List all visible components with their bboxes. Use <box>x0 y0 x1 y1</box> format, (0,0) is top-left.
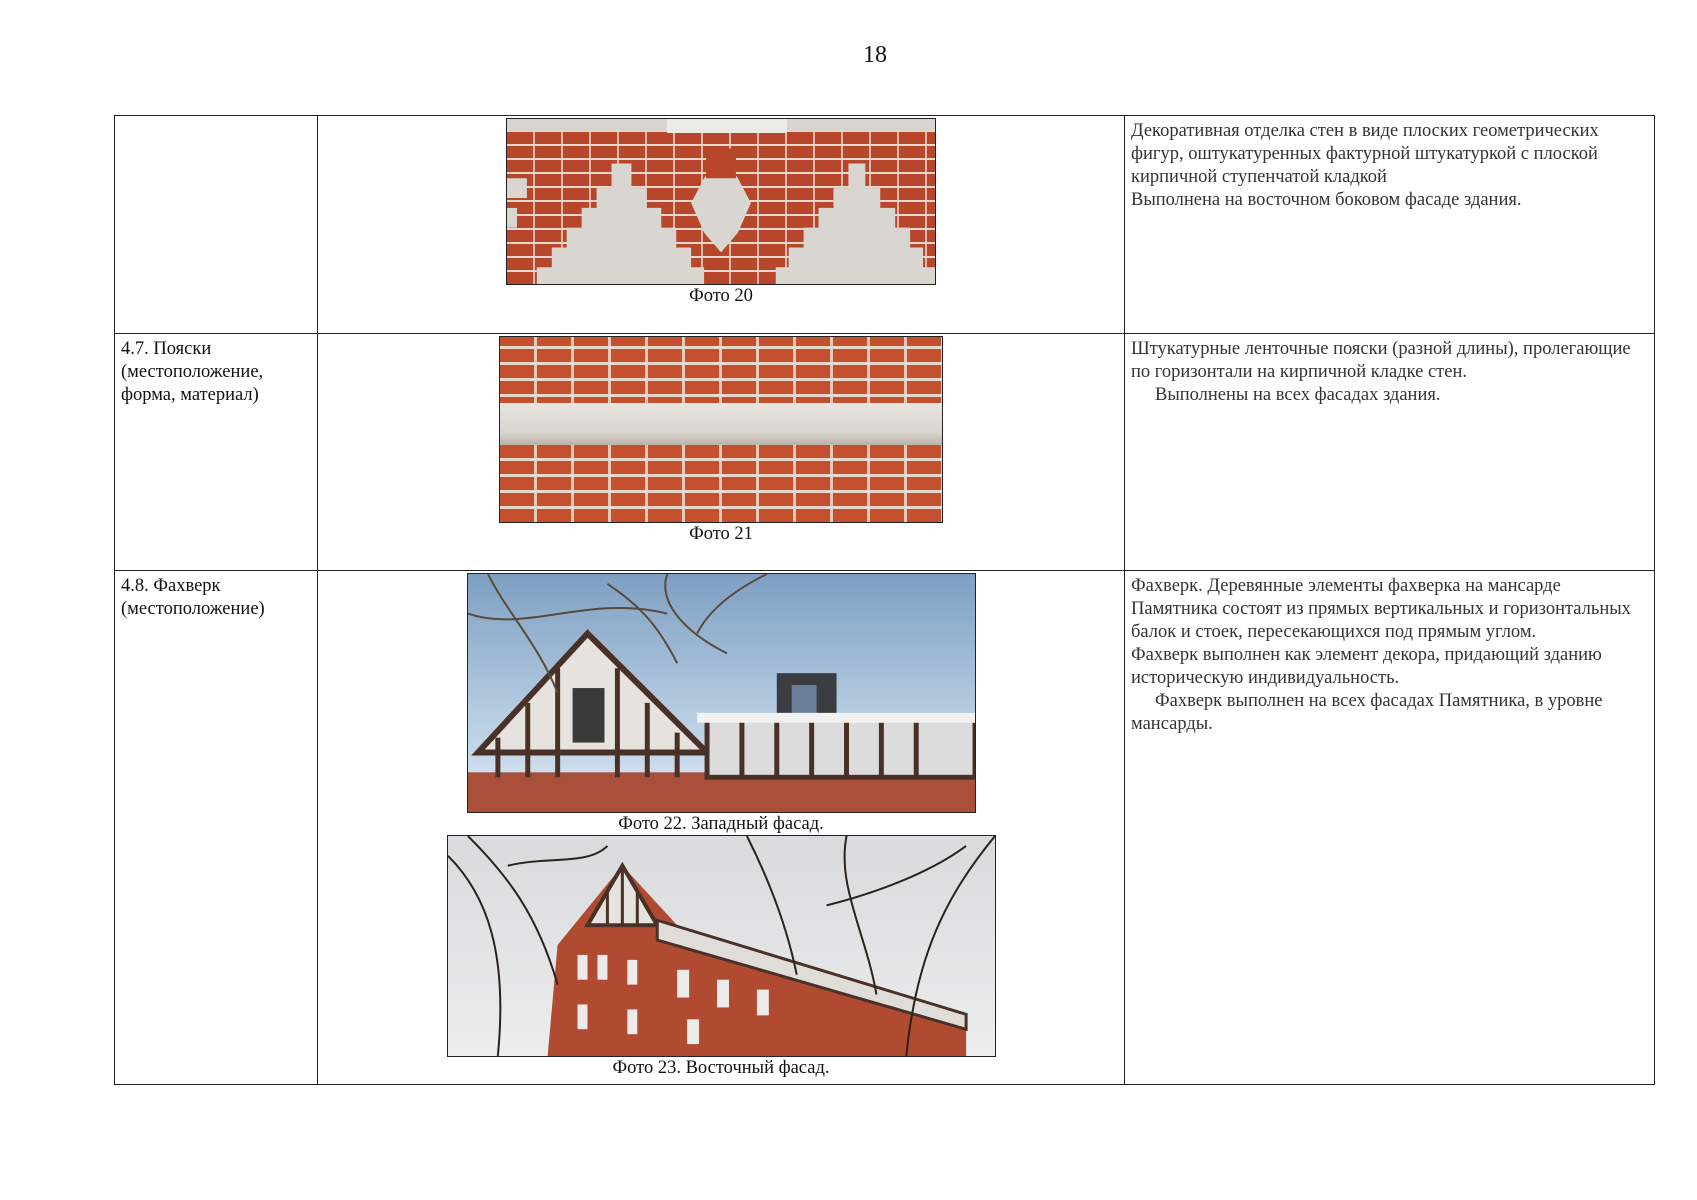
description-paragraph: Фахверк. Деревянные элементы фахверка на мансарде Памятника состоят из прямых вертикальных и горизонтальных балок и стоек, пересекающихся под прямым углом. <box>1131 576 1631 642</box>
description-paragraph: Штукатурные ленточные пояски (разной длины), пролегающие по горизонтали на кирпичной кладке стен. <box>1131 339 1631 382</box>
photo-cell <box>318 334 1125 571</box>
photo-caption: Фото 23. Восточный фасад. <box>612 1058 830 1078</box>
row-label <box>115 116 318 334</box>
table-row <box>115 571 1655 1085</box>
photo-caption: Фото 22. Западный фасад. <box>618 814 824 834</box>
row-label: 4.8. Фахверк (местоположение) <box>115 571 318 1085</box>
east-facade-photo <box>447 835 996 1057</box>
photo-cell <box>318 116 1125 334</box>
west-facade-photo <box>467 573 976 813</box>
photo-cell <box>318 571 1125 1085</box>
row-description <box>1125 116 1655 334</box>
description-paragraph: Фахверк выполнен как элемент декора, придающий зданию историческую индивидуальность. <box>1131 645 1602 688</box>
table-row <box>115 116 1655 334</box>
description-paragraph: Декоративная отделка стен в виде плоских геометрических фигур, оштукатуренных фактурной штукатуркой с плоской кирпичной ступенчатой кладкой <box>1131 121 1599 187</box>
photo-caption: Фото 21 <box>689 524 753 544</box>
row-description <box>1125 334 1655 571</box>
description-paragraph: Выполнены на всех фасадах здания. <box>1155 385 1441 405</box>
elements-table <box>114 115 1655 1085</box>
photo-caption: Фото 20 <box>689 286 753 306</box>
description-paragraph: Выполнена на восточном боковом фасаде здания. <box>1131 190 1522 210</box>
decorative-wall-photo <box>506 118 936 285</box>
page-number: 18 <box>863 42 887 68</box>
table-row <box>115 334 1655 571</box>
row-label: 4.7. Пояски (местоположение, форма, материал) <box>115 334 318 571</box>
row-description <box>1125 571 1655 1085</box>
brick-band-photo <box>499 336 943 523</box>
description-paragraph: Фахверк выполнен на всех фасадах Памятника, в уровне мансарды. <box>1131 691 1603 734</box>
